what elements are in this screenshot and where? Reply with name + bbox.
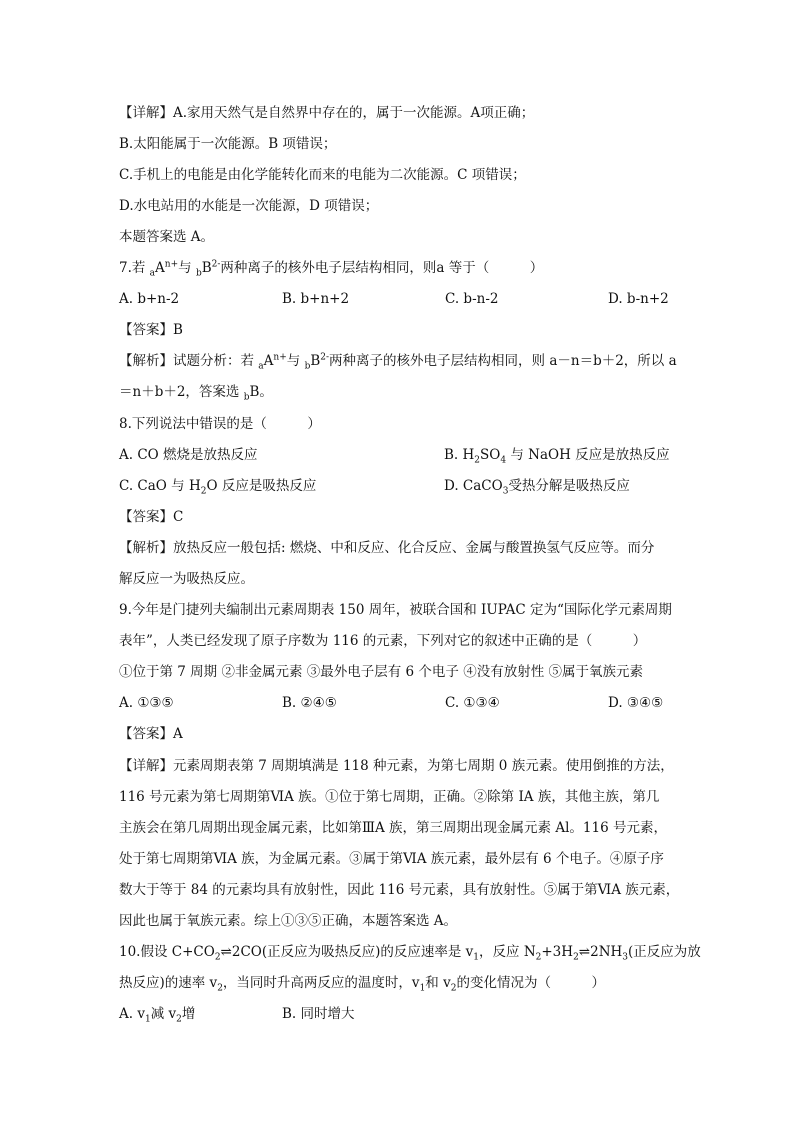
answer-8: 【答案】C [119, 509, 184, 525]
q10-option-a [119, 1005, 195, 1023]
question-9-line-1: 9.今年是门捷列夫编制出元素周期表 150 周年，被联合国和 IUPAC 定为“国际化学元素周期 [119, 602, 672, 618]
q10-l1-mid3: +3H [541, 944, 574, 960]
q10-l2-sub2: 1 [419, 983, 426, 994]
q10-l1-mid4: ⇌2NH [578, 944, 623, 960]
q7-mid: 与 [178, 260, 196, 276]
q10-l1-mid2: ，反应 N [479, 944, 536, 960]
detail-9-line-4: 处于第七周期第ⅥA 族，为金属元素。③属于第ⅥA 族元素，最外层有 6 个电子。④原子序 [119, 851, 664, 867]
q9-option-b: B. ②④⑤ [282, 695, 337, 711]
q7-option-a: A. b+n-2 [119, 291, 180, 307]
q8-option-c [119, 477, 316, 495]
detail-line-4: D.水电站用的水能是一次能源，D 项错误； [119, 198, 379, 214]
q10-l2-mid1: ，当同时升高两反应的温度时，v [222, 975, 420, 991]
ana7-ion-b: B [310, 353, 321, 369]
analysis-7-line-1 [119, 352, 677, 370]
question-8: 8.下列说法中错误的是（ ） [119, 416, 321, 432]
q7-sub-a: a [149, 268, 156, 279]
ana7-sub-b: b [304, 361, 311, 372]
question-10-line-1 [119, 943, 701, 961]
q8b-pre: B. H [444, 447, 475, 463]
q7-sub-b: b [195, 268, 202, 279]
q10-l2-mid2: 和 v [425, 975, 451, 991]
q10-l1-sub4: 2 [573, 952, 579, 963]
detail-9-line-6: 因此也属于氧族元素。综上①③⑤正确，本题答案选 A。 [119, 913, 458, 929]
q8d-pre: D. CaCO [444, 478, 503, 494]
q8d-post: 受热分解是吸热反应 [508, 478, 630, 494]
answer-9: 【答案】A [119, 726, 183, 742]
ana7-ion-a: A [263, 353, 274, 369]
ana7-charge-b: 2- [320, 352, 330, 363]
q10-l2-post: 的变化情况为（ ） [456, 975, 605, 991]
question-9-line-2: 表年”，人类已经发现了原子序数为 116 的元素，下列对它的叙述中正确的是（ ） [119, 633, 647, 649]
detail-line-1: 【详解】A.家用天然气是自然界中存在的，属于一次能源。A项正确； [119, 105, 535, 121]
q10-l2-pre: 热反应)的速率 v [119, 975, 218, 991]
ana7-l2-sub: b [243, 392, 250, 403]
analysis-7-line-2 [119, 383, 273, 401]
detail-line-3: C.手机上的电能是由化学能转化而来的电能为二次能源。C 项错误； [119, 167, 526, 183]
detail-9-line-3: 主族会在第几周期出现金属元素，比如第ⅢA 族，第三周期出现金属元素 Al。116 号元素， [119, 820, 667, 836]
detail-line-2: B.太阳能属于一次能源。B 项错误； [119, 136, 337, 152]
analysis-8-line-2: 解反应一为吸热反应。 [119, 571, 254, 587]
q9-option-a: A. ①③⑤ [119, 695, 174, 711]
q10-l1-post: (正反应为放 [628, 944, 701, 960]
q7-option-b: B. b+n+2 [282, 291, 350, 307]
q10-l1-sub3: 2 [535, 952, 542, 963]
q7-option-d: D. b-n+2 [608, 291, 669, 307]
q8c-post: O 反应是吸热反应 [206, 478, 317, 494]
ana7-charge-a: n+ [273, 352, 287, 363]
detail-9-line-5: 数大于等于 84 的元素均具有放射性，因此 116 号元素，具有放射性。⑤属于第ⅥA 族元素， [119, 882, 680, 898]
answer-7: 【答案】B [119, 322, 183, 338]
q8d-sub: 3 [502, 486, 509, 497]
q8c-sub: 2 [200, 486, 207, 497]
q7-ion-a: A [155, 260, 165, 276]
q10-l2-sub3: 2 [450, 983, 457, 994]
q10-l1-mid1: ⇌2CO(正反应为吸热反应)的反应速率是 v [220, 944, 474, 960]
q10a-sub1: 1 [144, 1014, 151, 1025]
question-10-line-2 [119, 974, 605, 992]
q7-ion-b: B [201, 260, 212, 276]
q8-option-a: A. CO 燃烧是放热反应 [119, 447, 258, 463]
q7-charge-b: 2- [211, 259, 221, 270]
q10a-mid: 减 v [150, 1006, 177, 1022]
q10a-pre: A. v [119, 1006, 145, 1022]
question-9-statements: ①位于第 7 周期 ②非金属元素 ③最外电子层有 6 个电子 ④没有放射性 ⑤属于氧族元素 [119, 664, 644, 680]
q9-option-c: C. ①③④ [445, 695, 500, 711]
q7-charge-a: n+ [164, 259, 179, 270]
ana7-l2-text: ＝n＋b＋2，答案选 [119, 384, 244, 400]
question-7 [119, 259, 543, 277]
ana7-l2-answer: B。 [249, 384, 273, 400]
analysis-8-line-1: 【解析】放热反应一般包括: 燃烧、中和反应、化合反应、金属与酸置换氢气反应等。而分 [119, 540, 655, 556]
q9-option-d: D. ③④⑤ [608, 695, 664, 711]
q7-post: 两种离子的核外电子层结构相同，则a 等于（ ） [220, 260, 544, 276]
q8b-sub2: 4 [500, 455, 507, 466]
detail-9-line-2: 116 号元素为第七周期第ⅥA 族。①位于第七周期，正确。②除第 IA 族，其他主族，第几 [119, 789, 660, 805]
q10-l1-sub2: 1 [473, 952, 480, 963]
q10a-post: 增 [181, 1006, 196, 1022]
q10-l1-sub5: 3 [622, 952, 629, 963]
q10-l1-sub1: 2 [214, 952, 221, 963]
ana7-post: 两种离子的核外电子层结构相同，则 a－n＝b＋2，所以 a [329, 353, 677, 369]
ana7-mid: 与 [286, 353, 305, 369]
q8c-pre: C. CaO 与 H [119, 478, 201, 494]
detail-line-5: 本题答案选 A。 [119, 229, 215, 245]
q8b-sub1: 2 [474, 455, 481, 466]
q8-option-b [444, 446, 670, 464]
q7-option-c: C. b-n-2 [445, 291, 499, 307]
q7-prefix: 7.若 [119, 260, 150, 276]
q10-l2-sub1: 2 [217, 983, 223, 994]
q10-option-b: B. 同时增大 [282, 1006, 355, 1022]
q10a-sub2: 2 [176, 1014, 182, 1025]
q10-l1-pre: 10.假设 C+CO [119, 944, 215, 960]
q8b-post: 与 NaOH 反应是放热反应 [506, 447, 670, 463]
q8b-mid: SO [480, 447, 501, 463]
ana7-sub-a: a [258, 361, 264, 372]
q8-option-d [444, 477, 630, 495]
ana7-prefix: 【解析】试题分析：若 [119, 353, 259, 369]
detail-9-line-1: 【详解】元素周期表第 7 周期填满是 118 种元素，为第七周期 0 族元素。使用倒推的方法， [119, 758, 674, 774]
